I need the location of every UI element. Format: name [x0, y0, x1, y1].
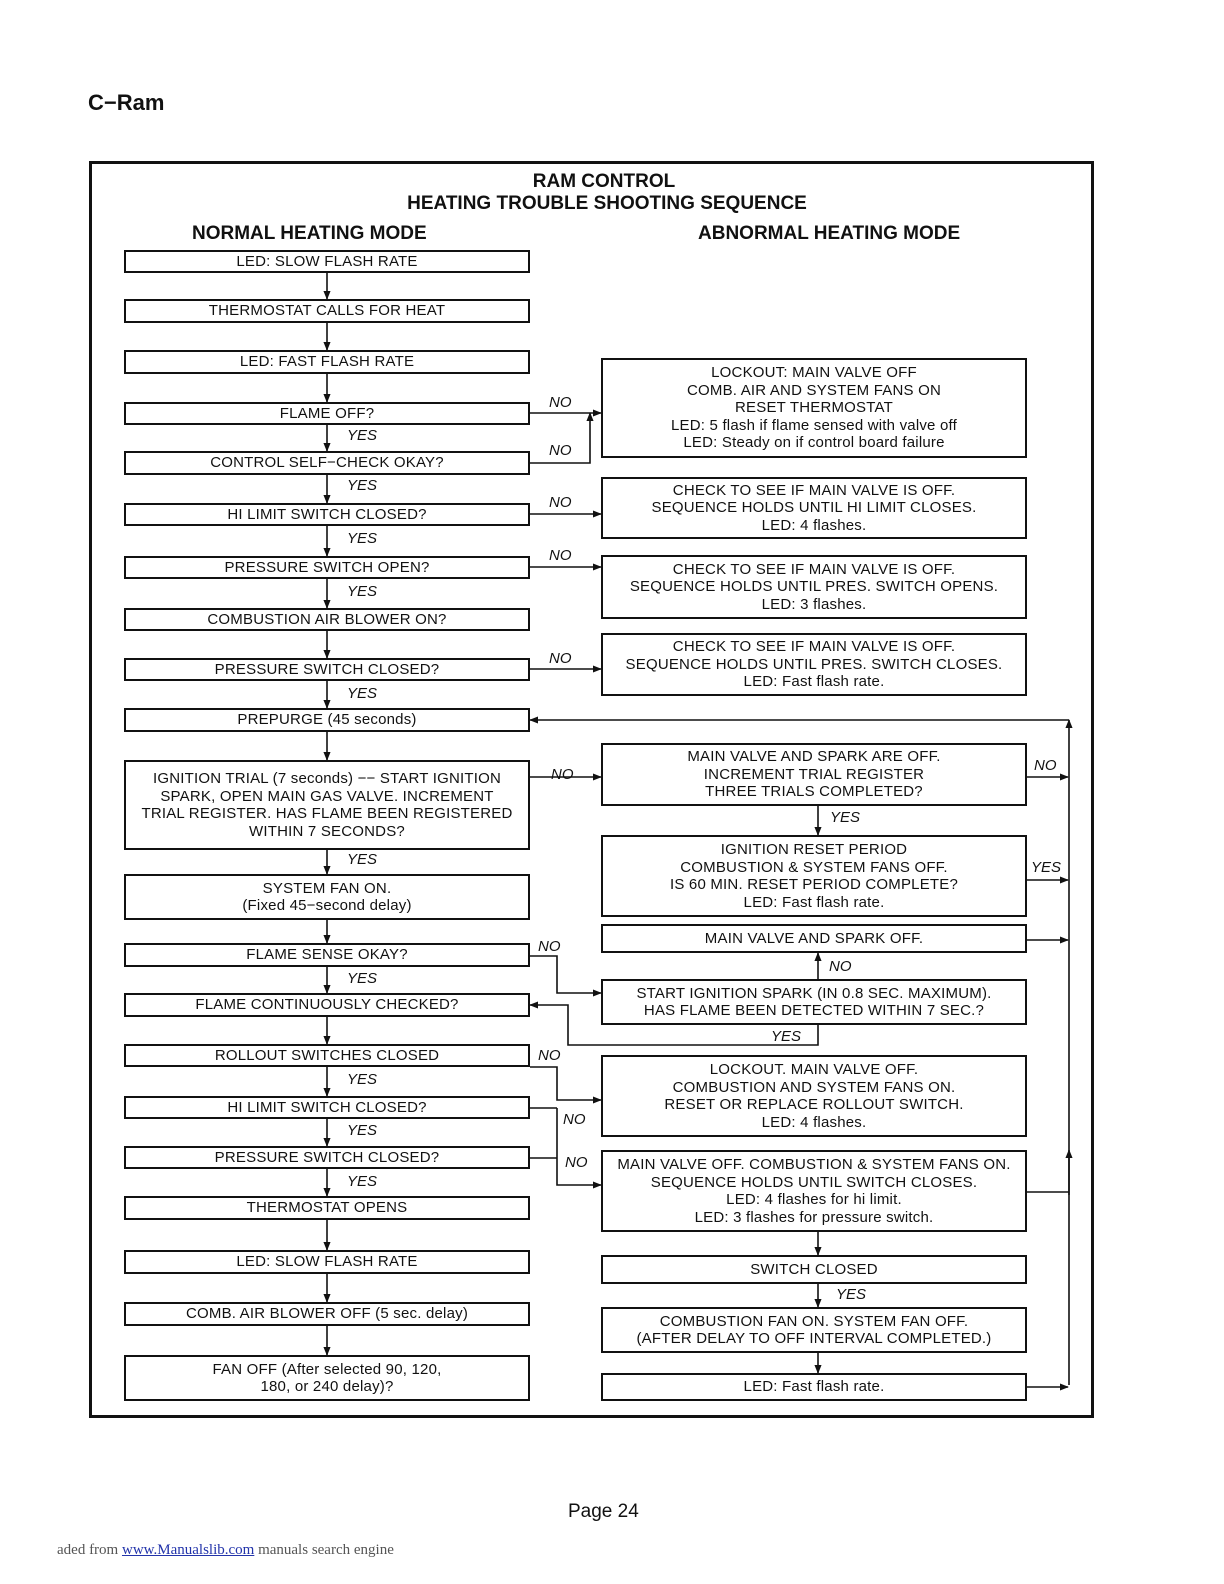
step-text-line: PRESSURE SWITCH OPEN? — [224, 558, 430, 576]
step-text-line: FLAME SENSE OKAY? — [246, 946, 408, 964]
step-text-line: LED: Fast flash rate. — [743, 673, 885, 691]
no-label: NO — [549, 650, 572, 667]
normal-step-n19 — [124, 1250, 530, 1274]
normal-step-n1 — [124, 250, 530, 273]
yes-label: YES — [347, 477, 378, 494]
yes-label: YES — [347, 427, 378, 444]
step-text-line: COMB. AIR BLOWER OFF (5 sec. delay) — [185, 1305, 469, 1323]
yes-label: YES — [347, 1173, 378, 1190]
step-text-line: PRESSURE SWITCH CLOSED? — [214, 660, 440, 678]
step-text-line: COMBUSTION & SYSTEM FANS OFF. — [680, 858, 948, 876]
step-text-line: SEQUENCE HOLDS UNTIL HI LIMIT CLOSES. — [651, 499, 977, 517]
normal-step-n17 — [124, 1146, 530, 1169]
step-text-line: SPARK, OPEN MAIN GAS VALVE. INCREMENT — [160, 787, 494, 805]
step-text-line: COMBUSTION AIR BLOWER ON? — [207, 610, 447, 628]
step-text-line: COMBUSTION FAN ON. SYSTEM FAN OFF. — [659, 1312, 969, 1330]
yes-label: YES — [347, 530, 378, 547]
yes-label: YES — [347, 1122, 378, 1139]
abnormal-step-a12 — [601, 1307, 1027, 1353]
abnormal-step-a10 — [601, 1150, 1027, 1232]
no-label: NO — [565, 1154, 588, 1171]
step-text-line: MAIN VALVE OFF. COMBUSTION & SYSTEM FANS ON. — [617, 1156, 1011, 1173]
step-text-line: LED: 5 flash if flame sensed with valve off — [671, 416, 957, 434]
normal-step-n15 — [124, 1044, 530, 1067]
normal-step-n16 — [124, 1096, 530, 1119]
step-text-line: SEQUENCE HOLDS UNTIL PRES. SWITCH OPENS. — [629, 578, 999, 596]
normal-mode-heading: NORMAL HEATING MODE — [192, 223, 427, 244]
normal-step-n12 — [124, 874, 530, 920]
abnormal-step-a1 — [601, 358, 1027, 458]
normal-step-n21 — [124, 1355, 530, 1401]
abnormal-step-a5 — [601, 743, 1027, 806]
step-text-line: FLAME CONTINUOUSLY CHECKED? — [195, 996, 459, 1014]
step-text-line: SYSTEM FAN ON. — [262, 879, 392, 897]
step-text-line: 180, or 240 delay)? — [260, 1378, 394, 1395]
step-text-line: HI LIMIT SWITCH CLOSED? — [227, 1098, 427, 1116]
normal-step-n8 — [124, 608, 530, 631]
normal-step-n6 — [124, 503, 530, 526]
step-text-line: FLAME OFF? — [279, 404, 375, 422]
step-text-line: PRESSURE SWITCH CLOSED? — [214, 1148, 440, 1166]
yes-label: YES — [347, 1071, 378, 1088]
normal-step-n4 — [124, 402, 530, 425]
step-text-line: PREPURGE (45 seconds) — [237, 711, 417, 729]
abnormal-step-a6 — [601, 835, 1027, 917]
no-label: NO — [829, 958, 852, 975]
chart-title-line1: RAM CONTROL — [532, 171, 676, 192]
step-text-line: LOCKOUT. MAIN VALVE OFF. — [709, 1061, 919, 1078]
yes-label: YES — [836, 1286, 867, 1303]
step-text-line: LED: 4 flashes. — [761, 1113, 867, 1131]
normal-step-n10 — [124, 708, 530, 732]
step-text-line: THREE TRIALS COMPLETED? — [705, 783, 923, 801]
normal-step-n2 — [124, 299, 530, 323]
manualslib-link[interactable]: www.Manualslib.com — [121, 1542, 255, 1558]
abnormal-step-a11 — [601, 1255, 1027, 1284]
page-number: Page 24 — [568, 1501, 639, 1522]
step-text-line: RESET OR REPLACE ROLLOUT SWITCH. — [664, 1096, 964, 1113]
step-text-line: THERMOSTAT CALLS FOR HEAT — [208, 302, 446, 320]
abnormal-step-a3 — [601, 555, 1027, 619]
normal-step-n5 — [124, 451, 530, 475]
yes-label: YES — [771, 1028, 802, 1045]
no-label: NO — [549, 394, 572, 411]
footer-prefix: aded from — [57, 1542, 119, 1558]
normal-step-n13 — [124, 943, 530, 967]
abnormal-step-a4 — [601, 633, 1027, 696]
step-text-line: MAIN VALVE AND SPARK OFF. — [704, 929, 924, 947]
normal-step-n9 — [124, 658, 530, 681]
step-text-line: TRIAL REGISTER. HAS FLAME BEEN REGISTERED — [141, 805, 513, 822]
step-text-line: HAS FLAME BEEN DETECTED WITHIN 7 SEC.? — [643, 1002, 985, 1019]
step-text-line: IS 60 MIN. RESET PERIOD COMPLETE? — [669, 876, 959, 893]
step-text-line: INCREMENT TRIAL REGISTER — [703, 765, 925, 783]
yes-label: YES — [1031, 859, 1062, 876]
yes-label: YES — [347, 970, 378, 987]
step-text-line: SEQUENCE HOLDS UNTIL SWITCH CLOSES. — [650, 1173, 978, 1191]
step-text-line: FAN OFF (After selected 90, 120, — [212, 1360, 442, 1378]
no-label: NO — [551, 766, 574, 783]
step-text-line: SEQUENCE HOLDS UNTIL PRES. SWITCH CLOSES. — [625, 655, 1003, 673]
normal-step-n7 — [124, 556, 530, 579]
abnormal-step-a2 — [601, 477, 1027, 539]
abnormal-step-a7 — [601, 924, 1027, 953]
yes-label: YES — [347, 685, 378, 702]
no-label: NO — [538, 1047, 561, 1064]
footer-suffix: manuals search engine — [254, 1542, 394, 1558]
chart-title-line2: HEATING TROUBLE SHOOTING SEQUENCE — [407, 193, 807, 214]
no-arrow — [530, 1067, 601, 1100]
step-text-line: MAIN VALVE AND SPARK ARE OFF. — [687, 748, 941, 766]
step-text-line: LED: 4 flashes. — [761, 516, 867, 534]
no-label: NO — [563, 1111, 586, 1128]
step-text-line: LED: Fast flash rate. — [743, 893, 885, 911]
step-text-line: WITHIN 7 SECONDS? — [249, 822, 405, 840]
step-text-line: IGNITION TRIAL (7 seconds) −− START IGNITION — [152, 770, 502, 787]
normal-step-n11 — [124, 760, 530, 850]
step-text-line: (Fixed 45−second delay) — [242, 897, 412, 914]
step-text-line: LED: 4 flashes for hi limit. — [726, 1191, 902, 1208]
step-text-line: LED: SLOW FLASH RATE — [236, 1253, 418, 1271]
step-text-line: LED: Steady on if control board failure — [683, 434, 945, 452]
step-text-line: SWITCH CLOSED — [750, 1260, 878, 1278]
step-text-line: CHECK TO SEE IF MAIN VALVE IS OFF. — [672, 481, 956, 499]
step-text-line: COMBUSTION AND SYSTEM FANS ON. — [672, 1078, 956, 1096]
step-text-line: LED: 3 flashes. — [761, 595, 867, 613]
normal-step-n14 — [124, 993, 530, 1017]
normal-step-n18 — [124, 1196, 530, 1220]
step-text-line: THERMOSTAT OPENS — [246, 1199, 408, 1217]
page-title: C−Ram — [88, 90, 165, 115]
yes-label: YES — [347, 583, 378, 600]
no-label: NO — [549, 442, 572, 459]
abnormal-mode-heading: ABNORMAL HEATING MODE — [698, 223, 961, 244]
normal-step-n3 — [124, 350, 530, 374]
footer — [57, 1542, 394, 1559]
step-text-line: LED: 3 flashes for pressure switch. — [694, 1208, 934, 1226]
step-text-line: COMB. AIR AND SYSTEM FANS ON — [687, 381, 941, 399]
abnormal-step-a8 — [601, 979, 1027, 1025]
step-text-line: LED: SLOW FLASH RATE — [236, 252, 418, 270]
step-text-line: LOCKOUT: MAIN VALVE OFF — [711, 364, 917, 382]
step-text-line: HI LIMIT SWITCH CLOSED? — [227, 505, 427, 523]
step-text-line: (AFTER DELAY TO OFF INTERVAL COMPLETED.) — [636, 1330, 992, 1347]
yes-label: YES — [347, 851, 378, 868]
no-arrow — [530, 956, 601, 993]
abnormal-step-a9 — [601, 1055, 1027, 1137]
no-label: NO — [538, 938, 561, 955]
step-text-line: CONTROL SELF−CHECK OKAY? — [210, 454, 444, 472]
step-text-line: ROLLOUT SWITCHES CLOSED — [214, 1046, 440, 1064]
step-text-line: IGNITION RESET PERIOD — [720, 841, 908, 858]
step-text-line: CHECK TO SEE IF MAIN VALVE IS OFF. — [672, 560, 956, 578]
step-text-line: LED: Fast flash rate. — [743, 1378, 885, 1396]
yes-label: YES — [830, 809, 861, 826]
step-text-line: START IGNITION SPARK (IN 0.8 SEC. MAXIMUM). — [636, 984, 992, 1002]
no-label: NO — [1034, 757, 1057, 774]
normal-step-n20 — [124, 1302, 530, 1326]
step-text-line: CHECK TO SEE IF MAIN VALVE IS OFF. — [672, 638, 956, 656]
step-text-line: RESET THERMOSTAT — [735, 399, 893, 417]
no-label: NO — [549, 547, 572, 564]
no-label: NO — [549, 494, 572, 511]
abnormal-step-a13 — [601, 1373, 1027, 1401]
step-text-line: LED: FAST FLASH RATE — [239, 353, 415, 371]
